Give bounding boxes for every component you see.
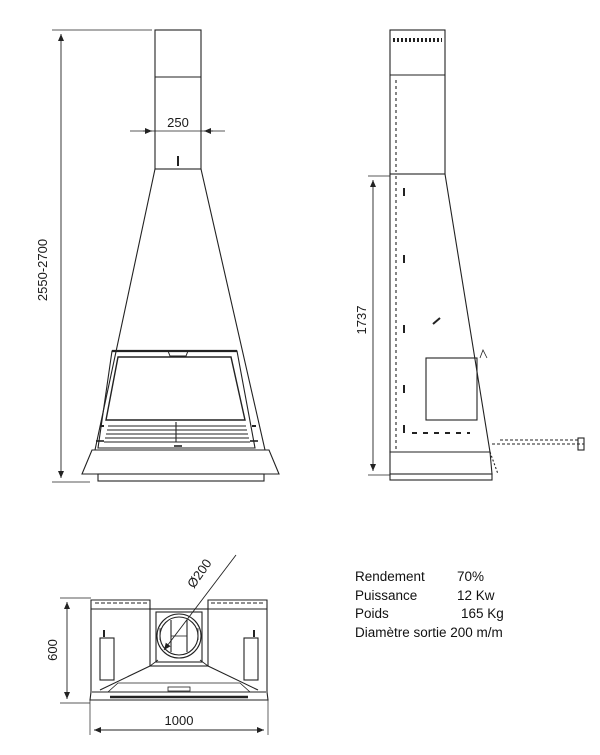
diameter-label: Ø200 xyxy=(184,556,215,591)
side-height-label: 1737 xyxy=(354,305,369,335)
side-window xyxy=(426,358,477,420)
top-view xyxy=(60,555,268,735)
side-flue xyxy=(390,30,445,174)
spec-value: 12 Kw xyxy=(457,587,495,603)
depth-label: 600 xyxy=(45,639,60,661)
spec-row-rendement xyxy=(355,568,504,587)
side-view xyxy=(368,30,584,480)
spec-value: 70% xyxy=(457,569,485,584)
front-hood xyxy=(95,169,265,450)
spec-label: Puissance xyxy=(355,587,418,603)
spec-label: Diamètre sortie 200 m/m xyxy=(355,624,503,640)
side-hood xyxy=(390,174,490,452)
front-view xyxy=(52,30,279,482)
flue-width-label: 250 xyxy=(167,115,189,130)
front-flue xyxy=(155,30,201,169)
spec-label: Rendement xyxy=(355,569,425,584)
specifications xyxy=(355,568,504,642)
spec-row-puissance xyxy=(355,587,504,606)
spec-row-poids xyxy=(355,605,504,624)
spec-label: Poids xyxy=(355,606,389,621)
spec-value: 165 Kg xyxy=(461,606,504,621)
width-label: 1000 xyxy=(164,713,194,728)
top-outline xyxy=(90,600,268,700)
height-dimension-label: 2550-2700 xyxy=(35,238,50,302)
spec-row-diametre xyxy=(355,624,504,643)
